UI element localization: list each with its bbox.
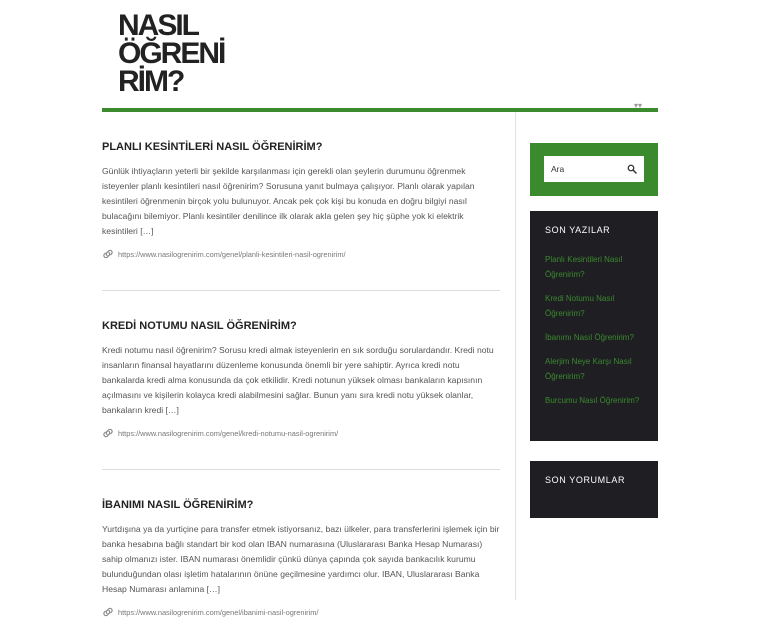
post-title[interactable]: KREDİ NOTUMU NASIL ÖĞRENİRİM? xyxy=(102,320,297,332)
recent-comments-title: SON YORUMLAR xyxy=(545,475,626,485)
link-icon xyxy=(102,428,114,438)
post-title[interactable]: İBANIMI NASIL ÖĞRENİRİM? xyxy=(102,499,254,511)
search-widget xyxy=(530,143,658,196)
post-link-text[interactable]: https://www.nasilogrenirim.com/genel/kredi-notumu-nasil-ogrenirim/ xyxy=(118,428,339,438)
content-sidebar-divider xyxy=(515,112,516,600)
search-icon[interactable] xyxy=(627,164,637,174)
recent-post-link[interactable]: İbanımı Nasıl Öğrenirim? xyxy=(545,333,634,342)
site-logo-title[interactable] xyxy=(118,9,258,98)
post-permalink[interactable] xyxy=(102,428,500,438)
recent-posts-widget xyxy=(530,211,658,441)
recent-post-link[interactable]: Alerjim Neye Karşı Nasıl Öğrenirim? xyxy=(545,357,632,381)
site-title-line-1: NASIL xyxy=(118,9,198,42)
header-accent-bar xyxy=(102,108,658,112)
post-link-text[interactable]: https://www.nasilogrenirim.com/genel/planli-kesintileri-nasil-ogrenirim/ xyxy=(118,249,346,259)
post-separator xyxy=(102,469,500,470)
post-permalink[interactable] xyxy=(102,249,500,259)
post-excerpt: Yurtdışına ya da yurtiçine para transfer etmek istiyorsanız, bazı ülkeler, para transferlerini işlemek için bir banka hesabına bağlı standart bir kod olan IBAN numarasına (Uluslararası Banka Hesap Numarası) sahip olmanızı ister. IBAN numarası önemlidir çünkü dünya çapında çok sayıda bankacılık kurumu bulunduğundan olası işletim hatalarının önüne geçilmesine yardımcı olur. IBAN, Uluslararası Banka Hesap Numarası anlamına […] xyxy=(102,524,500,594)
post-link-text[interactable]: https://www.nasilogrenirim.com/genel/ibanimi-nasil-ogrenirim/ xyxy=(118,607,319,617)
post-item xyxy=(102,498,500,617)
recent-post-link[interactable]: Kredi Notumu Nasıl Öğrenirim? xyxy=(545,294,615,318)
site-title-line-2: ÖĞRENİ xyxy=(118,37,225,70)
post-item xyxy=(102,319,500,470)
search-input[interactable] xyxy=(551,164,621,174)
recent-posts-title: SON YAZILAR xyxy=(545,225,611,235)
recent-posts-list xyxy=(545,252,643,408)
post-separator xyxy=(102,290,500,291)
post-excerpt: Günlük ihtiyaçların yeterli bir şekilde karşılanması için gerekli olan şeylerin durumunu öğrenmek isteyenler planlı kesintileri nasıl öğrenirim? Sorusuna yanıt bulmaya çalışıyor. Planlı olarak yapılan kesintileri öğrenmenin birçok yolu bulunuyor. Ancak pek çok kişi bu konuda en doğru bilgiyi nasıl bulacağını bilemiyor. Planlı kesintiler denilince ilk olarak akla gelen şey hiç şüphe yok ki elektrik kesintileri […] xyxy=(102,166,475,236)
post-title[interactable]: PLANLI KESİNTİLERİ NASIL ÖĞRENİRİM? xyxy=(102,141,323,153)
post-permalink[interactable] xyxy=(102,607,500,617)
recent-comments-widget xyxy=(530,461,658,518)
post-excerpt: Kredi notumu nasıl öğrenirim? Sorusu kredi almak isteyenlerin en sık sorduğu sorulardandır. Kredi notu insanların finansal hayatlarını düzenleme konusunda önemli bir yere sahiptir. Ayrıca kredi notu bankalarda kredi alma konusunda da çok etkilidir. Kredi notunun yüksek olması bankaların kapısının açılmasını ve kişilerin kolayca kredi alabilmesini sağlar. Bunun yanı sıra kredi notu yüksek olanlar, bankaların kredi […] xyxy=(102,345,494,415)
post-item xyxy=(102,140,500,291)
link-icon xyxy=(102,249,114,259)
post-list xyxy=(102,140,500,617)
link-icon xyxy=(102,607,114,617)
recent-post-link[interactable]: Burcumu Nasıl Öğrenirim? xyxy=(545,396,640,405)
recent-post-link[interactable]: Planlı Kesintileri Nasıl Öğrenirim? xyxy=(545,255,623,279)
site-title-line-3: RİM? xyxy=(118,65,184,98)
search-field[interactable] xyxy=(544,156,644,182)
nav-toggle-icon[interactable]: ▾▾ xyxy=(634,101,643,110)
